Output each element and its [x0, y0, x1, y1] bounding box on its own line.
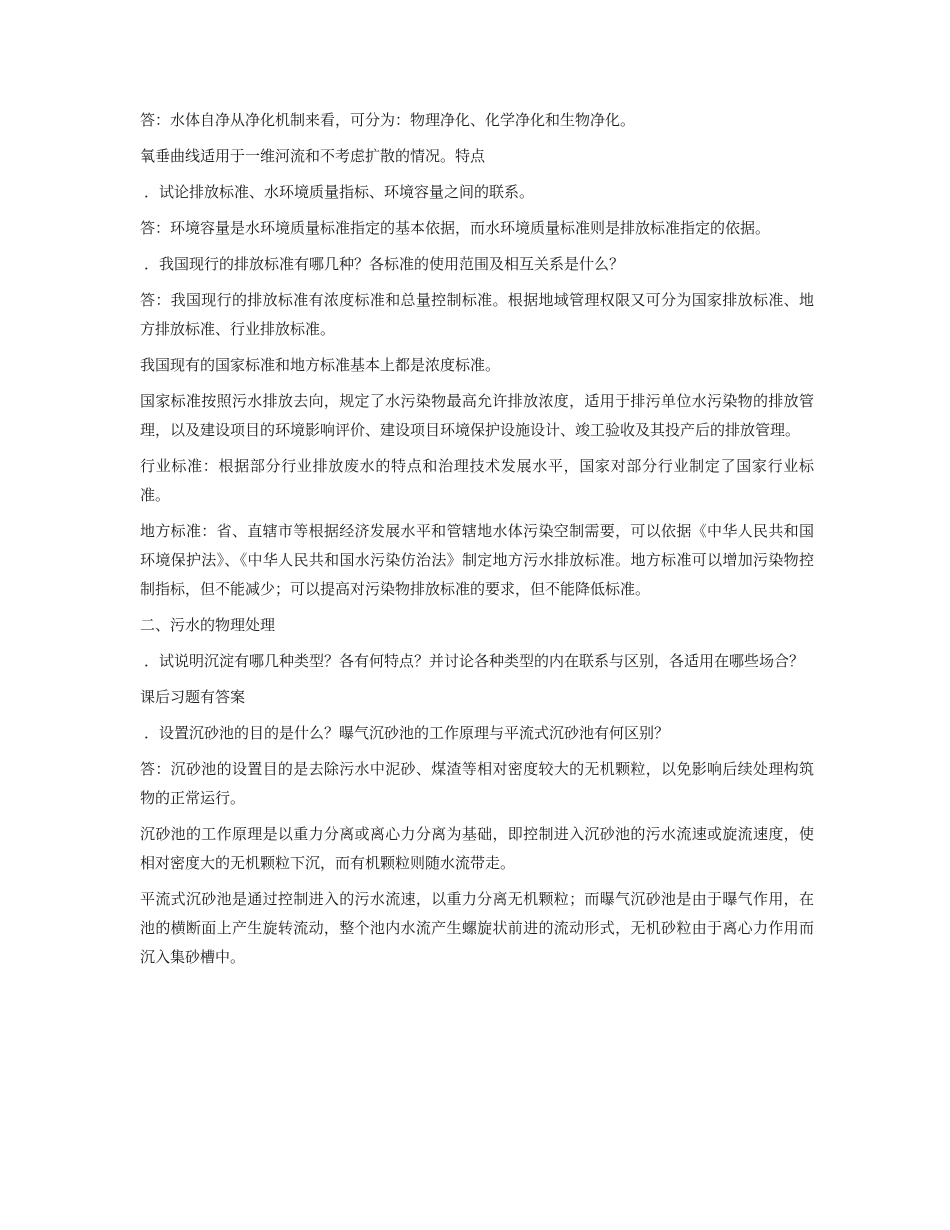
answer-self-purification: 答：水体自净从净化机制来看，可分为：物理净化、化学净化和生物净化。: [140, 111, 636, 129]
grit-chamber-principle-paragraph: 沉砂池的工作原理是以重力分离或离心力分离为基础，即控制进入沉砂池的污水流速或旋流速度，使相对密度大的无机颗粒下沉，而有机颗粒则随水流带走。: [140, 825, 814, 872]
document-body: [140, 106, 814, 979]
section-heading-physical-treatment: 二、污水的物理处理: [140, 616, 276, 634]
answer-grit-chamber-purpose: 答：沉砂池的设置目的是去除污水中泥砂、煤渣等相对密度较大的无机颗粒，以免影响后续处理构筑物的正常运行。: [140, 760, 814, 807]
answer-standards-relation: 答：环境容量是水环境质量标准指定的基本依据，而水环境质量标准则是排放标准指定的依据。: [140, 219, 771, 237]
oxygen-sag-note: 氧垂曲线适用于一维河流和不考虑扩散的情况。特点: [140, 147, 486, 165]
note-answer-in-exercises: 课后习题有答案: [140, 688, 246, 706]
grit-chamber-comparison-paragraph: 平流式沉砂池是通过控制进入的污水流速，以重力分离无机颗粒；而曝气沉砂池是由于曝气作用，在池的横断面上产生旋转流动，整个池内水流产生螺旋状前进的流动形式，无机砂粒由于离心力作用而沉入集砂槽中。: [140, 890, 814, 966]
question-sedimentation-types: ．试说明沉淀有哪几种类型？各有何特点？并讨论各种类型的内在联系与区别，各适用在哪些场合？: [144, 652, 805, 670]
national-standard-paragraph: 国家标准按照污水排放去向，规定了水污染物最高允许排放浓度，适用于排污单位水污染物的排放管理，以及建设项目的环境影响评价、建设项目环境保护设施设计、竣工验收及其投产后的排放管理。: [140, 392, 814, 439]
question-standards-relation: ．试论排放标准、水环境质量指标、环境容量之间的联系。: [144, 183, 535, 201]
answer-discharge-standards: 答：我国现行的排放标准有浓度标准和总量控制标准。根据地域管理权限又可分为国家排放标准、地方排放标准、行业排放标准。: [140, 291, 814, 338]
industry-standard-paragraph: 行业标准：根据部分行业排放废水的特点和治理技术发展水平，国家对部分行业制定了国家行业标准。: [140, 457, 814, 504]
national-local-standards-note: 我国现有的国家标准和地方标准基本上都是浓度标准。: [140, 356, 501, 374]
question-discharge-standards: ．我国现行的排放标准有哪几种？各标准的使用范围及相互关系是什么？: [144, 255, 625, 273]
local-standard-paragraph: 地方标准：省、直辖市等根据经济发展水平和管辖地水体污染空制需要，可以依据《中华人民共和国环境保护法》、《中华人民共和国水污染仿治法》制定地方污水排放标准。地方标准可以增加污染物控制指标，但不能减少；可以提高对污染物排放标准的要求，但不能降低标准。: [140, 522, 814, 598]
question-grit-chamber: ．设置沉砂池的目的是什么？曝气沉砂池的工作原理与平流式沉砂池有何区别？: [144, 724, 670, 742]
